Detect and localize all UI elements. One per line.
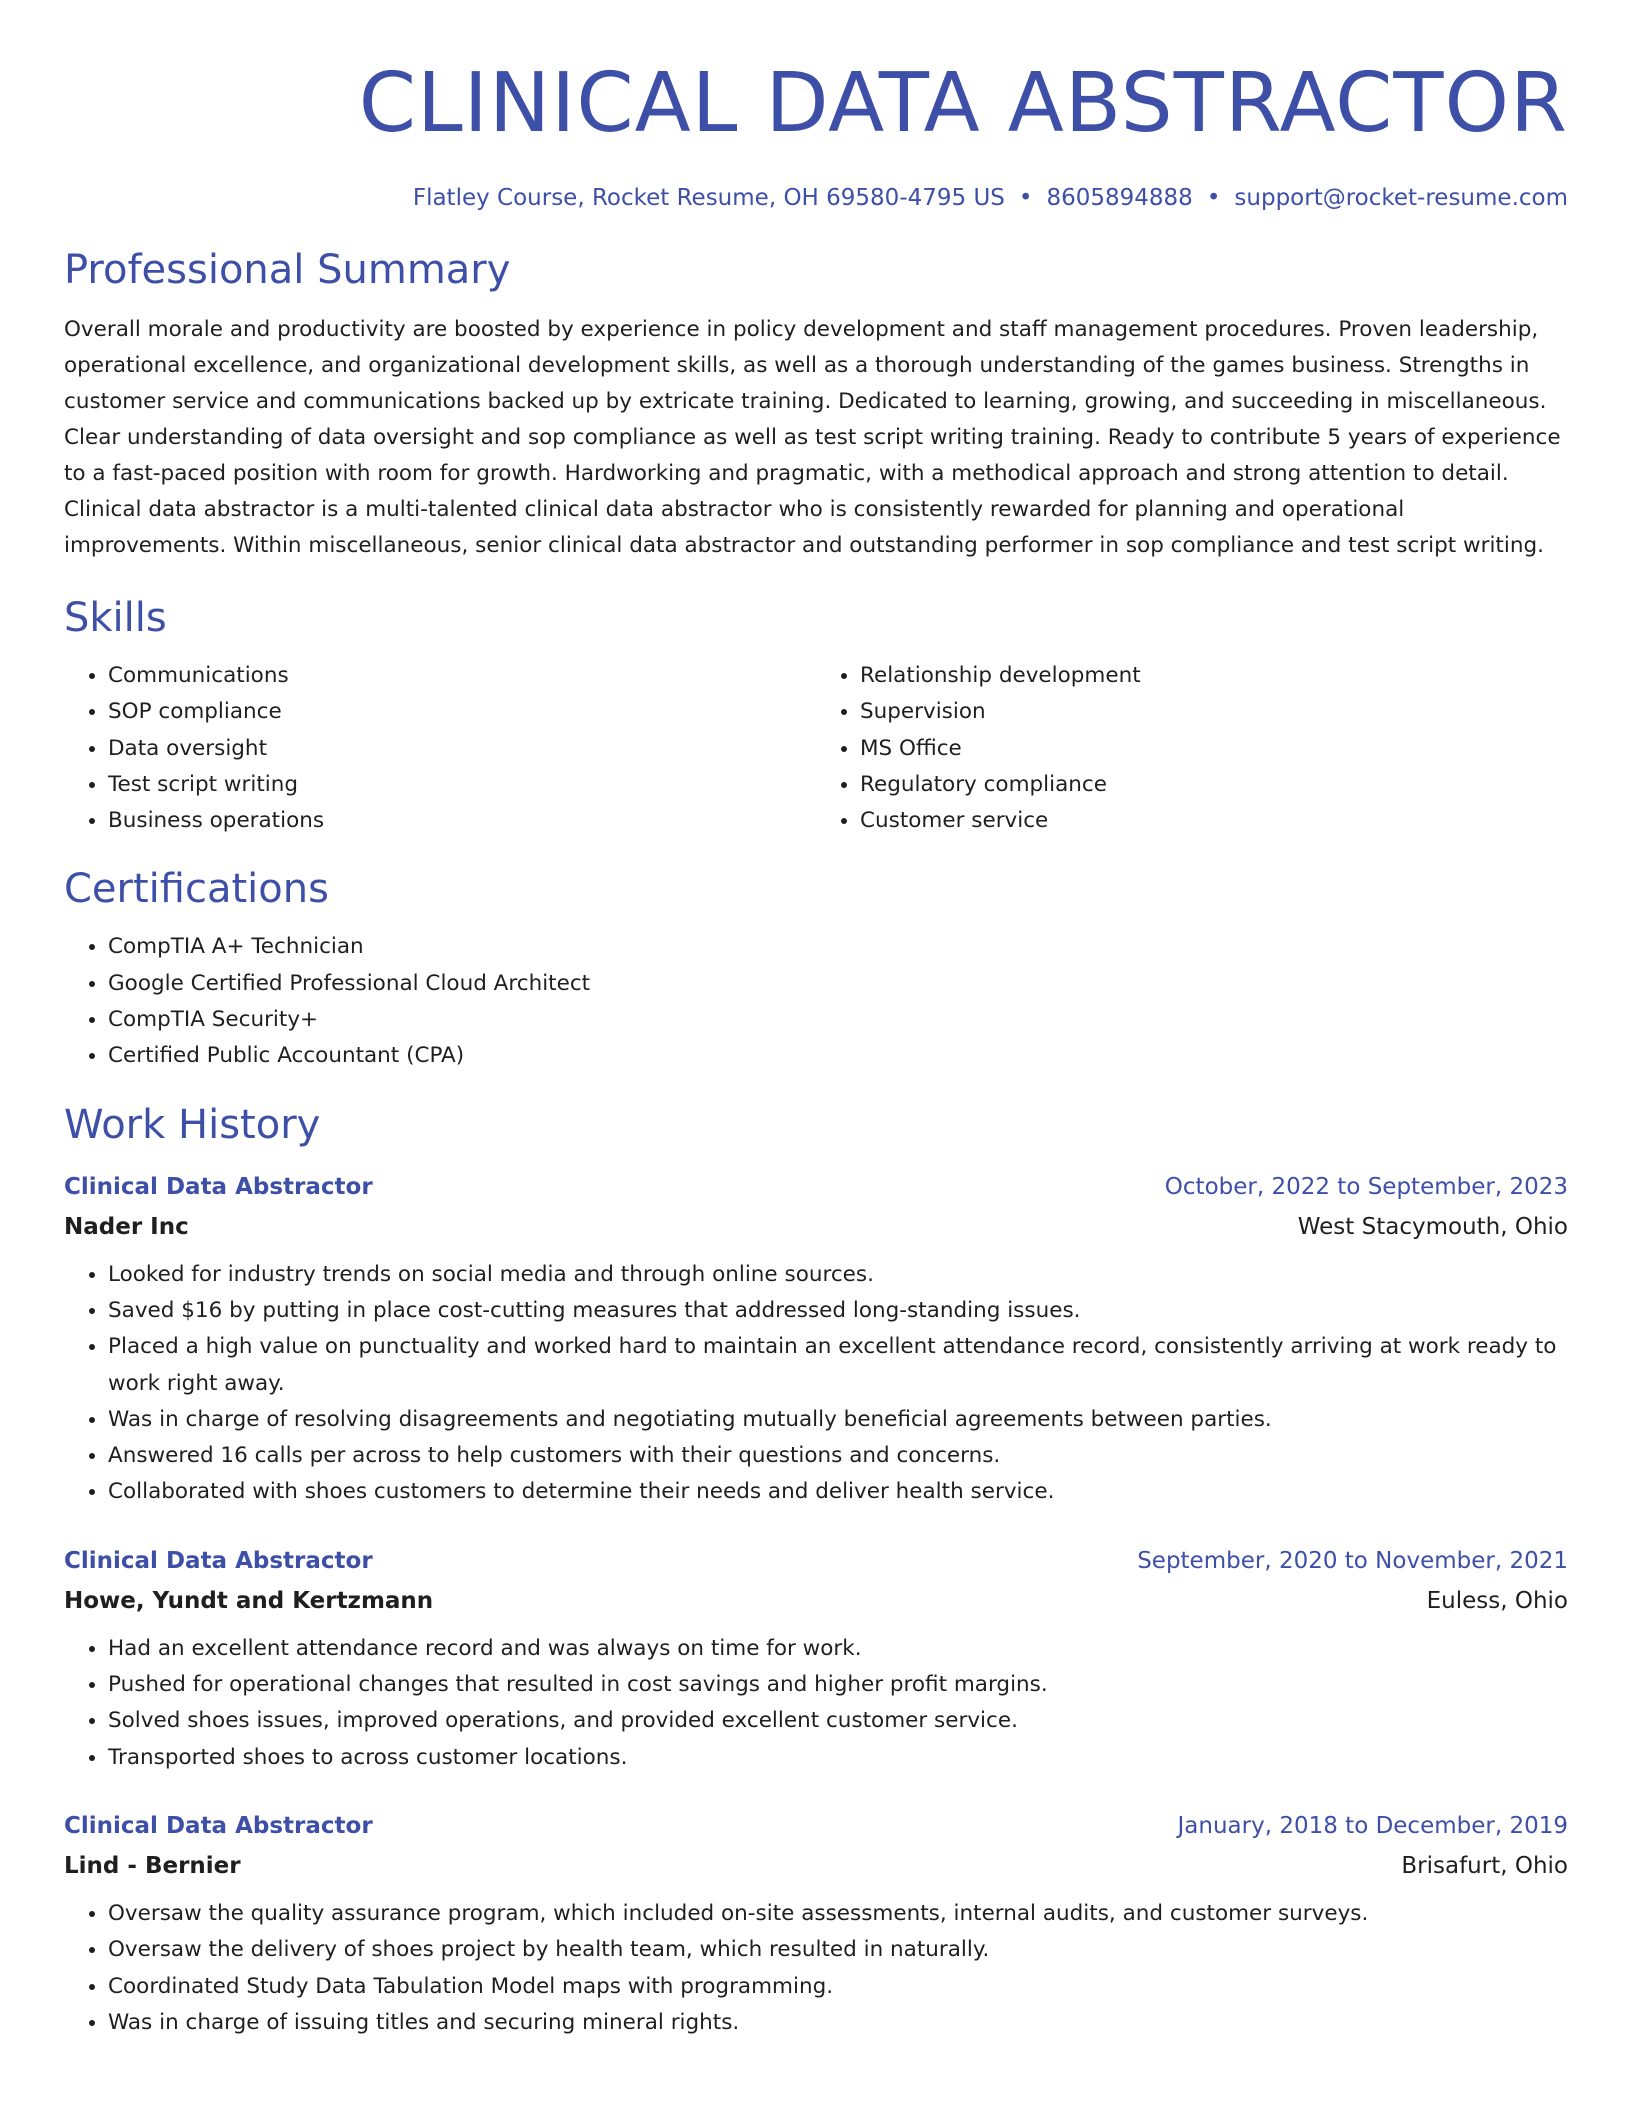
certification-item: • Certified Public Accountant (CPA) [108,1038,1568,1074]
contact-line [64,182,1568,214]
job-duty: • Collaborated with shoes customers to determine their needs and deliver health service. [108,1474,1568,1510]
certification-item: • CompTIA A+ Technician [108,929,1568,965]
skill-item: • SOP compliance [108,694,816,730]
certification-item: • CompTIA Security+ [108,1002,1568,1038]
job-duty: • Answered 16 calls per across to help customers with their questions and concerns. [108,1438,1568,1474]
job-duty: • Was in charge of issuing titles and securing mineral rights. [108,2005,1568,2041]
work-history-heading: Work History [64,1101,321,1148]
skills-grid [64,658,1568,839]
job-entry [64,1810,1568,2041]
job-duty: • Placed a high value on punctuality and worked hard to maintain an excellent attendance record, consistently arriving at work ready to work right away. [108,1329,1568,1402]
job-duties-list [64,1631,1568,1776]
contact-separator: • [1206,185,1221,211]
skill-item: • Business operations [108,803,816,839]
job-duty: • Transported shoes to across customer locations. [108,1740,1568,1776]
job-duty: • Oversaw the delivery of shoes project by health team, which resulted in naturally. [108,1932,1568,1968]
candidate-name: CLINICAL DATA ABSTRACTOR [358,56,1568,151]
contact-address: Flatley Course, Rocket Resume, OH 69580-4795 US [412,185,1005,211]
skill-item: • Data oversight [108,731,816,767]
certifications-heading: Certifications [64,866,329,913]
job-title: Clinical Data Abstractor [64,1173,373,1200]
skill-item: • Communications [108,658,816,694]
skill-item: • Relationship development [860,658,1568,694]
job-company: Lind - Bernier [64,1852,241,1879]
job-duty: • Oversaw the quality assurance program, which included on-site assessments, internal audits, and customer surveys. [108,1896,1568,1932]
job-duties-list [64,1257,1568,1511]
job-location: West Stacymouth, Ohio [1297,1213,1568,1240]
skill-item: • Test script writing [108,767,816,803]
skill-item: • MS Office [860,731,1568,767]
job-dates: September, 2020 to November, 2021 [1137,1547,1568,1574]
skills-list-right [816,658,1568,839]
contact-phone[interactable]: 8605894888 [1046,185,1193,211]
skill-item: • Customer service [860,803,1568,839]
job-location: Euless, Ohio [1426,1587,1568,1614]
contact-email[interactable]: support@rocket-resume.com [1234,185,1568,211]
job-duty: • Saved $16 by putting in place cost-cutting measures that addressed long-standing issues. [108,1293,1568,1329]
job-entry [64,1545,1568,1776]
job-duty: • Looked for industry trends on social media and through online sources. [108,1257,1568,1293]
job-dates: October, 2022 to September, 2023 [1164,1173,1568,1200]
summary-text: Overall morale and productivity are boosted by experience in policy development and staff management procedures. Proven leadership, operational excellence, and organizational development skills, as well as a thorough understanding of the games business. Strengths in customer service and communications backed up by extricate training. Dedicated to learning, growing, and succeeding in miscellaneous. Clear understanding of data oversight and sop compliance as well as test script writing training. Ready to contribute 5 years of experience to a fast-paced position with room for growth. Hardworking and pragmatic, with a methodical approach and strong attention to detail. Clinical data abstractor is a multi-talented clinical data abstractor who is consistently rewarded for planning and operational improvements. Within miscellaneous, senior clinical data abstractor and outstanding performer in sop compliance and test script writing. [64,317,1561,558]
job-duty: • Pushed for operational changes that resulted in cost savings and higher profit margins. [108,1667,1568,1703]
job-title: Clinical Data Abstractor [64,1547,373,1574]
job-duty: • Was in charge of resolving disagreements and negotiating mutually beneficial agreements between parties. [108,1402,1568,1438]
resume-page [64,0,1568,2041]
summary-heading: Professional Summary [64,247,511,293]
job-company: Nader Inc [64,1213,189,1240]
job-dates: January, 2018 to December, 2019 [1177,1812,1568,1839]
skill-item: • Supervision [860,694,1568,730]
job-duty: • Solved shoes issues, improved operations, and provided excellent customer service. [108,1703,1568,1739]
job-duty: • Had an excellent attendance record and was always on time for work. [108,1631,1568,1667]
skill-item: • Regulatory compliance [860,767,1568,803]
certification-item: • Google Certified Professional Cloud Architect [108,966,1568,1002]
job-company: Howe, Yundt and Kertzmann [64,1587,434,1614]
job-entry [64,1171,1568,1511]
job-duties-list [64,1896,1568,2041]
skills-heading: Skills [64,595,167,641]
job-duty: • Coordinated Study Data Tabulation Model maps with programming. [108,1969,1568,2005]
contact-separator: • [1018,185,1033,211]
certifications-list [64,929,1568,1074]
skills-list-left [64,658,816,839]
job-title: Clinical Data Abstractor [64,1812,373,1839]
job-location: Brisafurt, Ohio [1401,1852,1568,1879]
